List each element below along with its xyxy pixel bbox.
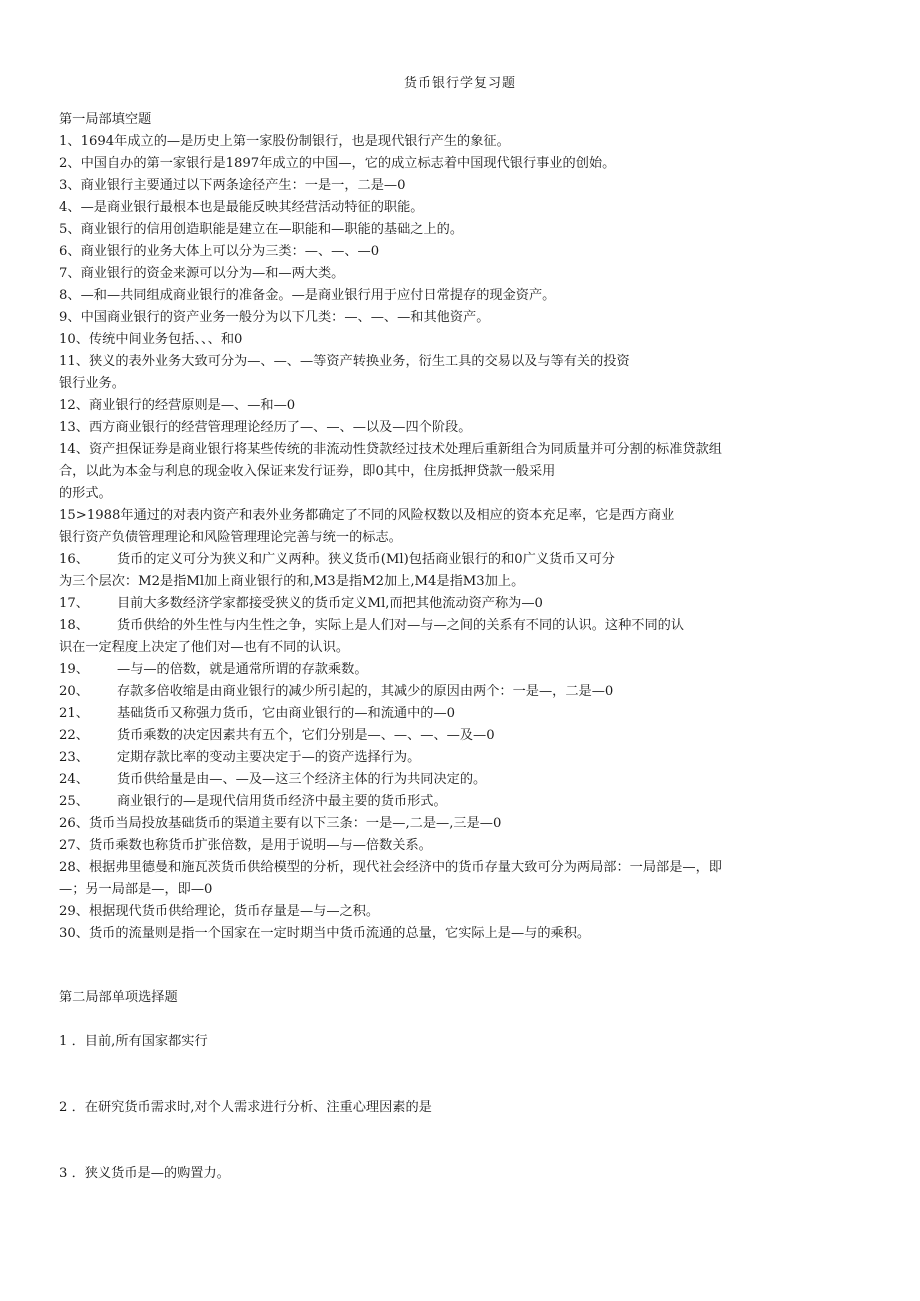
question-item: 2 ．在研究货币需求时,对个人需求进行分析、注重心理因素的是 (59, 1100, 432, 1115)
list-item: 银行业务。 (59, 376, 125, 391)
item-text: 货币供给量是由—、—及—这三个经济主体的行为共同决定的。 (117, 772, 487, 787)
list-item: 27、货币乘数也称货币扩张倍数，是用于说明—与—倍数关系。 (59, 838, 432, 853)
list-item: 14、资产担保证券是商业银行将某些传统的非流动性贷款经过技术处理后重新组合为同质量并可分割的标准贷款组 (59, 442, 722, 457)
item-text: 为三个层次：M2是指Ml加上商业银行的和,M3是指M2加上,M4是指M3加上。 (59, 574, 525, 589)
section1-heading: 第一局部填空题 (59, 112, 152, 127)
item-number: 20、 (59, 684, 89, 699)
list-item: 7、商业银行的资金来源可以分为—和—两大类。 (59, 266, 345, 281)
question-item: 3 ．狭义货币是—的购置力。 (59, 1166, 230, 1181)
item-text: 定期存款比率的变动主要决定于—的资产选择行为。 (117, 750, 421, 765)
item-number: 18、 (59, 618, 89, 633)
list-item (59, 726, 495, 746)
list-item: 4、—是商业银行最根本也是最能反映其经营活动特征的职能。 (59, 200, 424, 215)
list-item (59, 704, 455, 724)
list-item: 11、狭义的表外业务大致可分为—、—、—等资产转换业务，衍生工具的交易以及与等有关的投资 (59, 354, 630, 369)
item-text: 基础货币又称强力货币，它由商业银行的—和流通中的—0 (117, 706, 456, 721)
item-number: 16、 (59, 552, 89, 567)
list-item: —；另一局部是—，即—0 (59, 882, 213, 897)
item-number: 25、 (59, 794, 89, 809)
list-item: 30、货币的流量则是指一个国家在一定时期当中货币流通的总量，它实际上是—与的乘积。 (59, 926, 591, 941)
question-item: 1 ．目前,所有国家都实行 (59, 1034, 208, 1049)
list-item (59, 638, 349, 658)
list-item: 9、中国商业银行的资产业务一般分为以下几类：—、—、—和其他资产。 (59, 310, 490, 325)
item-text: 存款多倍收缩是由商业银行的减少所引起的，其减少的原因由两个：一是—，二是—0 (117, 684, 614, 699)
item-text: 货币供给的外生性与内生性之争，实际上是人们对—与—之间的关系有不同的认识。这种不同的认 (117, 618, 685, 633)
list-item (59, 770, 486, 790)
list-item (59, 572, 524, 592)
item-text: 识在一定程度上决定了他们对—也有不同的认识。 (59, 640, 350, 655)
list-item (59, 594, 543, 614)
list-item: 5、商业银行的信用创造职能是建立在—职能和—职能的基础之上的。 (59, 222, 464, 237)
item-text: 货币的定义可分为狭义和广义两种。狭义货币(Ml)包括商业银行的和0广义货币又可分 (117, 552, 615, 567)
item-text: —与—的倍数，就是通常所谓的存款乘数。 (117, 662, 368, 677)
list-item: 29、根据现代货币供给理论，货币存量是—与—之积。 (59, 904, 380, 919)
item-number: 17、 (59, 596, 89, 611)
list-item: 13、西方商业银行的经营管理理论经历了—、—、—以及—四个阶段。 (59, 420, 472, 435)
list-item: 2、中国自办的第一家银行是1897年成立的中国—，它的成立标志着中国现代银行事业的创始。 (59, 156, 616, 171)
list-item: 28、根据弗里德曼和施瓦茨货币供给模型的分析，现代社会经济中的货币存量大致可分为两局部：一局部是—，即 (59, 860, 722, 875)
list-item (59, 748, 420, 768)
item-number: 19、 (59, 662, 89, 677)
list-item: 的形式。 (59, 486, 112, 501)
item-number: 21、 (59, 706, 89, 721)
list-item: 合，以此为本金与利息的现金收入保证来发行证券，即0其中，住房抵押贷款一般采用 (59, 464, 556, 479)
section2-heading: 第二局部单项选择题 (59, 990, 178, 1005)
list-item: 15>1988年通过的对表内资产和表外业务都确定了不同的风险权数以及相应的资本充足率，它是西方商业 (59, 508, 675, 523)
list-item: 26、货币当局投放基础货币的渠道主要有以下三条：一是—,二是—,三是—0 (59, 816, 502, 831)
list-item: 12、商业银行的经营原则是—、—和—0 (59, 398, 296, 413)
list-item (59, 616, 684, 636)
page-title: 货币银行学复习题 (403, 76, 516, 91)
list-item: 8、—和—共同组成商业银行的准备金。—是商业银行用于应付日常提存的现金资产。 (59, 288, 556, 303)
list-item: 3、商业银行主要通过以下两条途径产生：一是一，二是—0 (59, 178, 406, 193)
list-item: 10、传统中间业务包括、、、和0 (59, 332, 243, 347)
list-item (59, 550, 615, 570)
item-text: 商业银行的—是现代信用货币经济中最主要的货币形式。 (117, 794, 447, 809)
list-item (59, 660, 368, 680)
item-text: 目前大多数经济学家都接受狭义的货币定义Ml,而把其他流动资产称为—0 (117, 596, 543, 611)
list-item: 银行资产负债管理理论和风险管理理论完善与统一的标志。 (59, 530, 402, 545)
list-item: 6、商业银行的业务大体上可以分为三类：—、—、—0 (59, 244, 380, 259)
list-item (59, 682, 613, 702)
list-item (59, 792, 447, 812)
item-number: 24、 (59, 772, 89, 787)
item-text: 货币乘数的决定因素共有五个，它们分别是—、—、—、—及—0 (117, 728, 495, 743)
item-number: 22、 (59, 728, 89, 743)
list-item: 1、1694年成立的—是历史上第一家股份制银行，也是现代银行产生的象征。 (59, 134, 510, 149)
item-number: 23、 (59, 750, 89, 765)
